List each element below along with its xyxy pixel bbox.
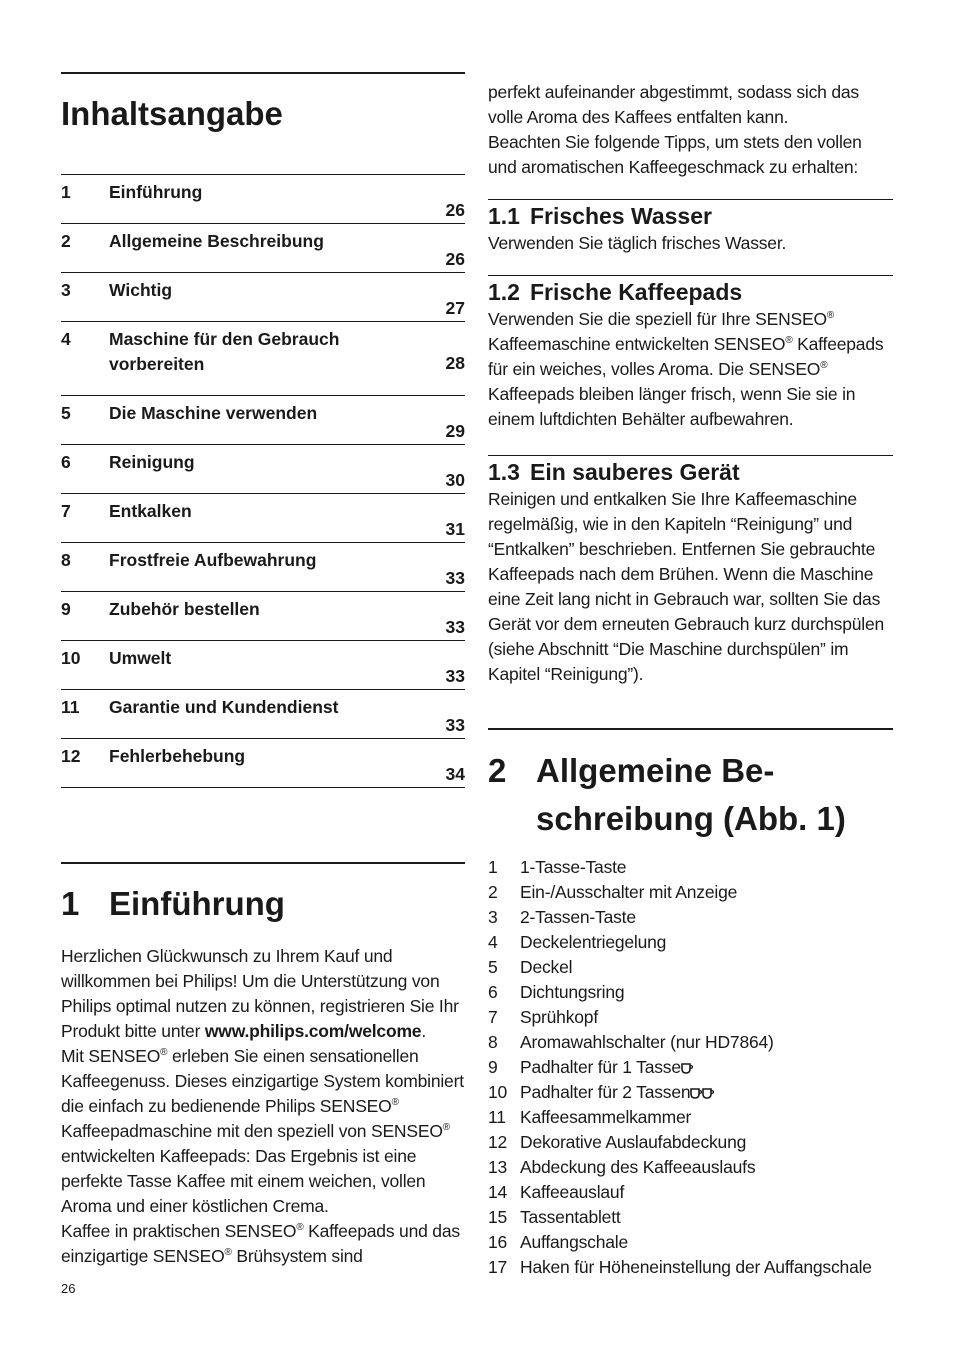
list-item bbox=[488, 1105, 893, 1130]
chapter1-continued bbox=[488, 80, 893, 180]
part-label: Kaffeesammelkammer bbox=[520, 1107, 692, 1127]
section-1-1-text: Verwenden Sie täglich frisches Wasser. bbox=[488, 233, 787, 253]
toc-entry-page: 28 bbox=[445, 353, 465, 373]
part-label: Sprühkopf bbox=[520, 1007, 598, 1027]
toc-entry[interactable] bbox=[61, 272, 465, 321]
part-number: 2 bbox=[488, 882, 498, 902]
part-number: 4 bbox=[488, 932, 498, 952]
part-label: Tassentablett bbox=[520, 1207, 621, 1227]
list-item bbox=[488, 1180, 893, 1205]
toc-entry-number: 10 bbox=[61, 648, 81, 668]
list-item bbox=[488, 955, 893, 980]
section-1-3-text: Reinigen und entkalken Sie Ihre Kaffeemaschine regelmäßig, wie in den Kapiteln “Reinigung” und “Entkalken” beschrieben. Entfernen Sie gebrauchte Kaffeepads nach dem Brühen. Wenn die Maschine eine Zeit lang nicht in Gebrauch war, sollten Sie das Gerät vor dem erneuten Gebrauch kurz durchspülen (siehe Abschnitt “Die Maschine durchspülen” im Kapitel “Reinigung”). bbox=[488, 489, 885, 684]
part-number: 6 bbox=[488, 982, 498, 1002]
list-item bbox=[488, 1030, 893, 1055]
toc-entry-title: Frostfreie Aufbewahrung bbox=[109, 550, 317, 570]
chapter2-rule bbox=[488, 728, 893, 730]
toc-entry[interactable] bbox=[61, 591, 465, 640]
chapter2-heading bbox=[488, 747, 893, 843]
chapter1-number: 1 bbox=[61, 885, 80, 922]
section-1-2-text: Verwenden Sie die speziell für Ihre SENSEO® Kaffeemaschine entwickelten SENSEO® Kaffeepads für ein weiches, volles Aroma. Die SENSEO® Kaffeepads bleiben länger frisch, wenn Sie sie in einem luftdichten Behälter aufbewahren. bbox=[488, 309, 884, 429]
senseo-paragraph: Mit SENSEO® erleben Sie einen sensationellen Kaffeegenuss. Dieses einzigartige System kombiniert die einfach zu bedienende Philips SENSEO® Kaffeepadmaschine mit den speziell von SENSEO® entwickelten Kaffeepads: Das Ergebnis ist eine perfekte Tasse Kaffee mit einem weichen, vollen Aroma und einer köstlichen Crema. bbox=[61, 1046, 464, 1216]
page-number: 26 bbox=[61, 1281, 76, 1296]
toc-entry-page: 33 bbox=[445, 666, 465, 686]
toc-entry-title: Wichtig bbox=[109, 280, 173, 300]
toc-entry[interactable] bbox=[61, 395, 465, 444]
toc-entry-number: 4 bbox=[61, 329, 71, 349]
part-label: Dichtungsring bbox=[520, 982, 625, 1002]
chapter2-title: Allgemeine Be- schreibung (Abb. 1) bbox=[536, 752, 846, 837]
part-number: 7 bbox=[488, 1007, 498, 1027]
toc-entry-title: Fehlerbehebung bbox=[109, 746, 246, 766]
part-label: 2-Tassen-Taste bbox=[520, 907, 636, 927]
section-1-3-heading: 1.3 Ein sauberes Gerät bbox=[488, 459, 740, 485]
toc-entry-number: 7 bbox=[61, 501, 71, 521]
toc-entry-page: 29 bbox=[445, 421, 465, 441]
list-item bbox=[488, 855, 893, 880]
pads-paragraph: Kaffee in praktischen SENSEO® Kaffeepads und das einzigartige SENSEO® Brühsystem sind bbox=[61, 1221, 460, 1266]
part-number: 5 bbox=[488, 957, 498, 977]
toc-entry[interactable] bbox=[61, 444, 465, 493]
section-1-3-rule bbox=[488, 455, 893, 456]
toc-entry-page: 33 bbox=[445, 568, 465, 588]
toc-entry-title: Entkalken bbox=[109, 501, 192, 521]
chapter1-body bbox=[61, 944, 465, 1269]
chapter1-rule bbox=[61, 862, 465, 864]
toc-entry-page: 34 bbox=[445, 764, 465, 784]
toc-entry-page: 26 bbox=[445, 200, 465, 220]
toc-entry-title: Einführung bbox=[109, 182, 203, 202]
toc-entry-title: Allgemeine Beschreibung bbox=[109, 231, 324, 251]
part-number: 12 bbox=[488, 1132, 508, 1152]
part-label: Deckelentriegelung bbox=[520, 932, 667, 952]
part-number: 10 bbox=[488, 1082, 508, 1102]
toc-entry[interactable] bbox=[61, 223, 465, 272]
parts-list bbox=[488, 855, 893, 1280]
part-number: 9 bbox=[488, 1057, 498, 1077]
list-item bbox=[488, 1255, 893, 1280]
part-label: Ein-/Ausschalter mit Anzeige bbox=[520, 882, 738, 902]
toc-entry-number: 2 bbox=[61, 231, 71, 251]
section-1-1-rule bbox=[488, 199, 893, 200]
chapter1-title: Einführung bbox=[109, 885, 285, 922]
toc-entry[interactable] bbox=[61, 493, 465, 542]
list-item bbox=[488, 905, 893, 930]
toc-entry-page: 33 bbox=[445, 617, 465, 637]
toc-entry-number: 11 bbox=[61, 697, 80, 717]
toc-entry-number: 3 bbox=[61, 280, 71, 300]
tips-intro: Beachten Sie folgende Tipps, um stets den vollen und aromatischen Kaffeegeschmack zu erhalten: bbox=[488, 132, 862, 177]
cup-icon bbox=[681, 1056, 693, 1067]
list-item bbox=[488, 1005, 893, 1030]
list-item bbox=[488, 980, 893, 1005]
chapter2-number: 2 bbox=[488, 752, 507, 789]
part-label: Kaffeeauslauf bbox=[520, 1182, 625, 1202]
toc-entry-title: Zubehör bestellen bbox=[109, 599, 260, 619]
toc-list bbox=[61, 174, 465, 787]
part-label: Aromawahlschalter (nur HD7864) bbox=[520, 1032, 774, 1052]
part-label: Auffangschale bbox=[520, 1232, 628, 1252]
toc-entry-number: 1 bbox=[61, 182, 71, 202]
list-item bbox=[488, 1205, 893, 1230]
list-item bbox=[488, 930, 893, 955]
toc-entry[interactable] bbox=[61, 174, 465, 223]
continued-paragraph: perfekt aufeinander abgestimmt, sodass sich das volle Aroma des Kaffees entfalten kann. bbox=[488, 82, 859, 127]
welcome-link[interactable]: www.philips.com/welcome bbox=[204, 1021, 422, 1041]
part-number: 17 bbox=[488, 1257, 508, 1277]
toc-top-rule bbox=[61, 72, 465, 74]
toc-entry[interactable] bbox=[61, 321, 465, 395]
toc-entry[interactable] bbox=[61, 689, 465, 738]
toc-entry-number: 6 bbox=[61, 452, 71, 472]
part-label: Haken für Höheneinstellung der Auffangschale bbox=[520, 1257, 872, 1277]
list-item bbox=[488, 1155, 893, 1180]
part-number: 14 bbox=[488, 1182, 508, 1202]
section-1-2-heading: 1.2 Frische Kaffeepads bbox=[488, 279, 743, 305]
right-column bbox=[488, 80, 893, 1280]
list-item bbox=[488, 1230, 893, 1255]
toc-title: Inhaltsangabe bbox=[61, 95, 283, 132]
toc-entry-title: Maschine für den Gebrauch vorbereiten bbox=[109, 329, 340, 374]
section-1-2-rule bbox=[488, 275, 893, 276]
toc-entry-title: Die Maschine verwenden bbox=[109, 403, 318, 423]
toc-entry-number: 9 bbox=[61, 599, 71, 619]
toc-entry-page: 26 bbox=[445, 249, 465, 269]
cup-icon bbox=[702, 1081, 714, 1092]
toc-entry-number: 12 bbox=[61, 746, 81, 766]
section-1-1-heading: 1.1 Frisches Wasser bbox=[488, 203, 712, 229]
list-item bbox=[488, 880, 893, 905]
chapter1-heading bbox=[61, 880, 465, 944]
toc-entry-page: 27 bbox=[445, 298, 465, 318]
list-item bbox=[488, 1055, 893, 1080]
toc-entry-page: 31 bbox=[445, 519, 465, 539]
part-number: 15 bbox=[488, 1207, 508, 1227]
intro-paragraph: Herzlichen Glückwunsch zu Ihrem Kauf und willkommen bei Philips! Um die Unterstützung von Philips optimal nutzen zu können, registrieren Sie Ihr Produkt bitte unter www.philips.com/welcome. bbox=[61, 946, 459, 1041]
toc-entry-title: Reinigung bbox=[109, 452, 195, 472]
list-item bbox=[488, 1080, 893, 1105]
part-number: 11 bbox=[488, 1107, 506, 1127]
toc-entry-number: 8 bbox=[61, 550, 71, 570]
toc-entry-title: Garantie und Kundendienst bbox=[109, 697, 339, 717]
part-number: 3 bbox=[488, 907, 498, 927]
toc-entry[interactable] bbox=[61, 738, 465, 787]
left-column bbox=[61, 72, 465, 1269]
toc-entry[interactable] bbox=[61, 640, 465, 689]
part-label: Dekorative Auslaufabdeckung bbox=[520, 1132, 747, 1152]
part-number: 16 bbox=[488, 1232, 508, 1252]
part-label: Padhalter für 1 Tasse bbox=[520, 1055, 693, 1080]
toc-entry-title: Umwelt bbox=[109, 648, 172, 668]
part-number: 8 bbox=[488, 1032, 498, 1052]
part-label: Deckel bbox=[520, 957, 573, 977]
part-number: 13 bbox=[488, 1157, 508, 1177]
toc-entry-page: 33 bbox=[445, 715, 465, 735]
cup-icon bbox=[690, 1081, 702, 1092]
toc-entry[interactable] bbox=[61, 542, 465, 591]
list-item bbox=[488, 1130, 893, 1155]
part-label: Padhalter für 2 Tassen bbox=[520, 1080, 714, 1105]
part-number: 1 bbox=[488, 857, 498, 877]
toc-entry-number: 5 bbox=[61, 403, 71, 423]
part-label: 1-Tasse-Taste bbox=[520, 857, 627, 877]
part-label: Abdeckung des Kaffeeauslaufs bbox=[520, 1157, 756, 1177]
toc-entry-page: 30 bbox=[445, 470, 465, 490]
